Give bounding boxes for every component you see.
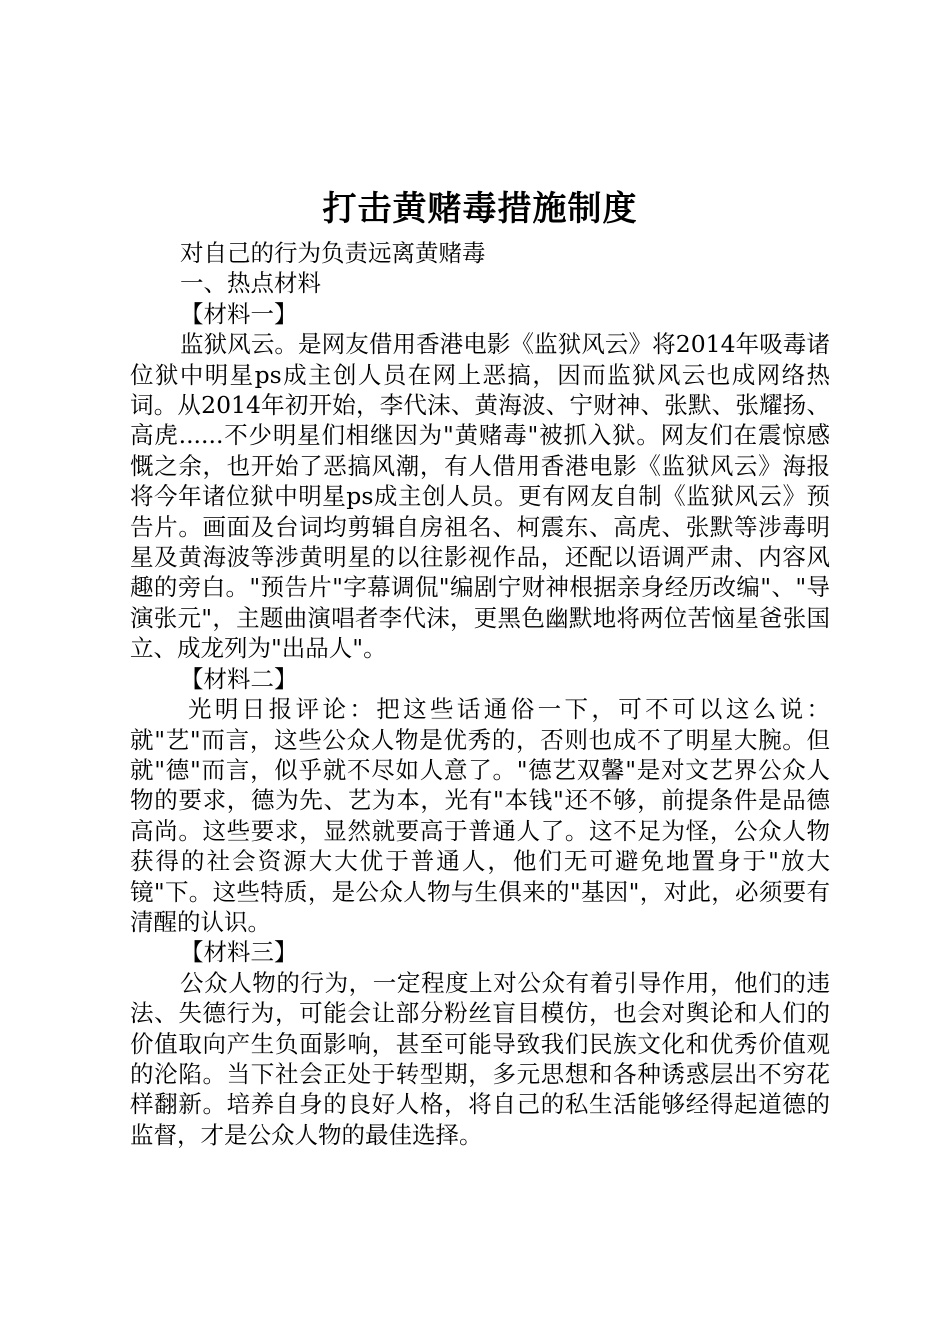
- material-1-paragraph: 监狱风云。是网友借用香港电影《监狱风云》将2014年吸毒诸位狱中明星ps成主创人员在网上恶搞，因而监狱风云也成网络热词。从2014年初开始，李代沫、黄海波、宁财神、张默、张耀扬、高虎......不少明星们相继因为"黄赌毒"被抓入狱。网友们在震惊感慨之余，也开始了恶搞风潮，有人借用香港电影《监狱风云》海报将今年诸位狱中明星ps成主创人员。更有网友自制《监狱风云》预告片。画面及台词均剪辑自房祖名、柯震东、高虎、张默等涉毒明星及黄海波等涉黄明星的以往影视作品，还配以语调严肃、内容风趣的旁白。"预告片"字幕调侃"编剧宁财神根据亲身经历改编"、"导演张元"，主题曲演唱者李代沫，更黑色幽默地将两位苦恼星爸张国立、成龙列为"出品人"。: [130, 330, 830, 663]
- section-heading: 一、热点材料: [180, 269, 321, 298]
- material-2-label: 【材料二】: [180, 664, 298, 693]
- material-3-label: 【材料三】: [180, 938, 298, 967]
- document-title: 打击黄赌毒措施制度: [322, 189, 638, 229]
- material-2-paragraph: 光明日报评论：把这些话通俗一下，可不可以这么说：就"艺"而言，这些公众人物是优秀的，否则也成不了明星大腕。但就"德"而言，似乎就不尽如人意了。"德艺双馨"是对文艺界公众人物的要求，德为先、艺为本，光有"本钱"还不够，前提条件是品德高尚。这些要求，显然就要高于普通人了。这不足为怪，公众人物获得的社会资源大大优于普通人，他们无可避免地置身于"放大镜"下。这些特质，是公众人物与生俱来的"基因"，对此，必须要有清醒的认识。: [130, 695, 830, 936]
- document-page: [130, 186, 830, 1150]
- material-3-paragraph: 公众人物的行为，一定程度上对公众有着引导作用，他们的违法、失德行为，可能会让部分粉丝盲目模仿，也会对舆论和人们的价值取向产生负面影响，甚至可能导致我们民族文化和优秀价值观的沦陷。当下社会正处于转型期，多元思想和各种诱惑层出不穷花样翻新。培养自身的良好人格，将自己的私生活能够经得起道德的监督，才是公众人物的最佳选择。: [130, 968, 830, 1149]
- document-subtitle: 对自己的行为负责远离黄赌毒: [180, 239, 486, 267]
- material-1-label: 【材料一】: [180, 299, 298, 328]
